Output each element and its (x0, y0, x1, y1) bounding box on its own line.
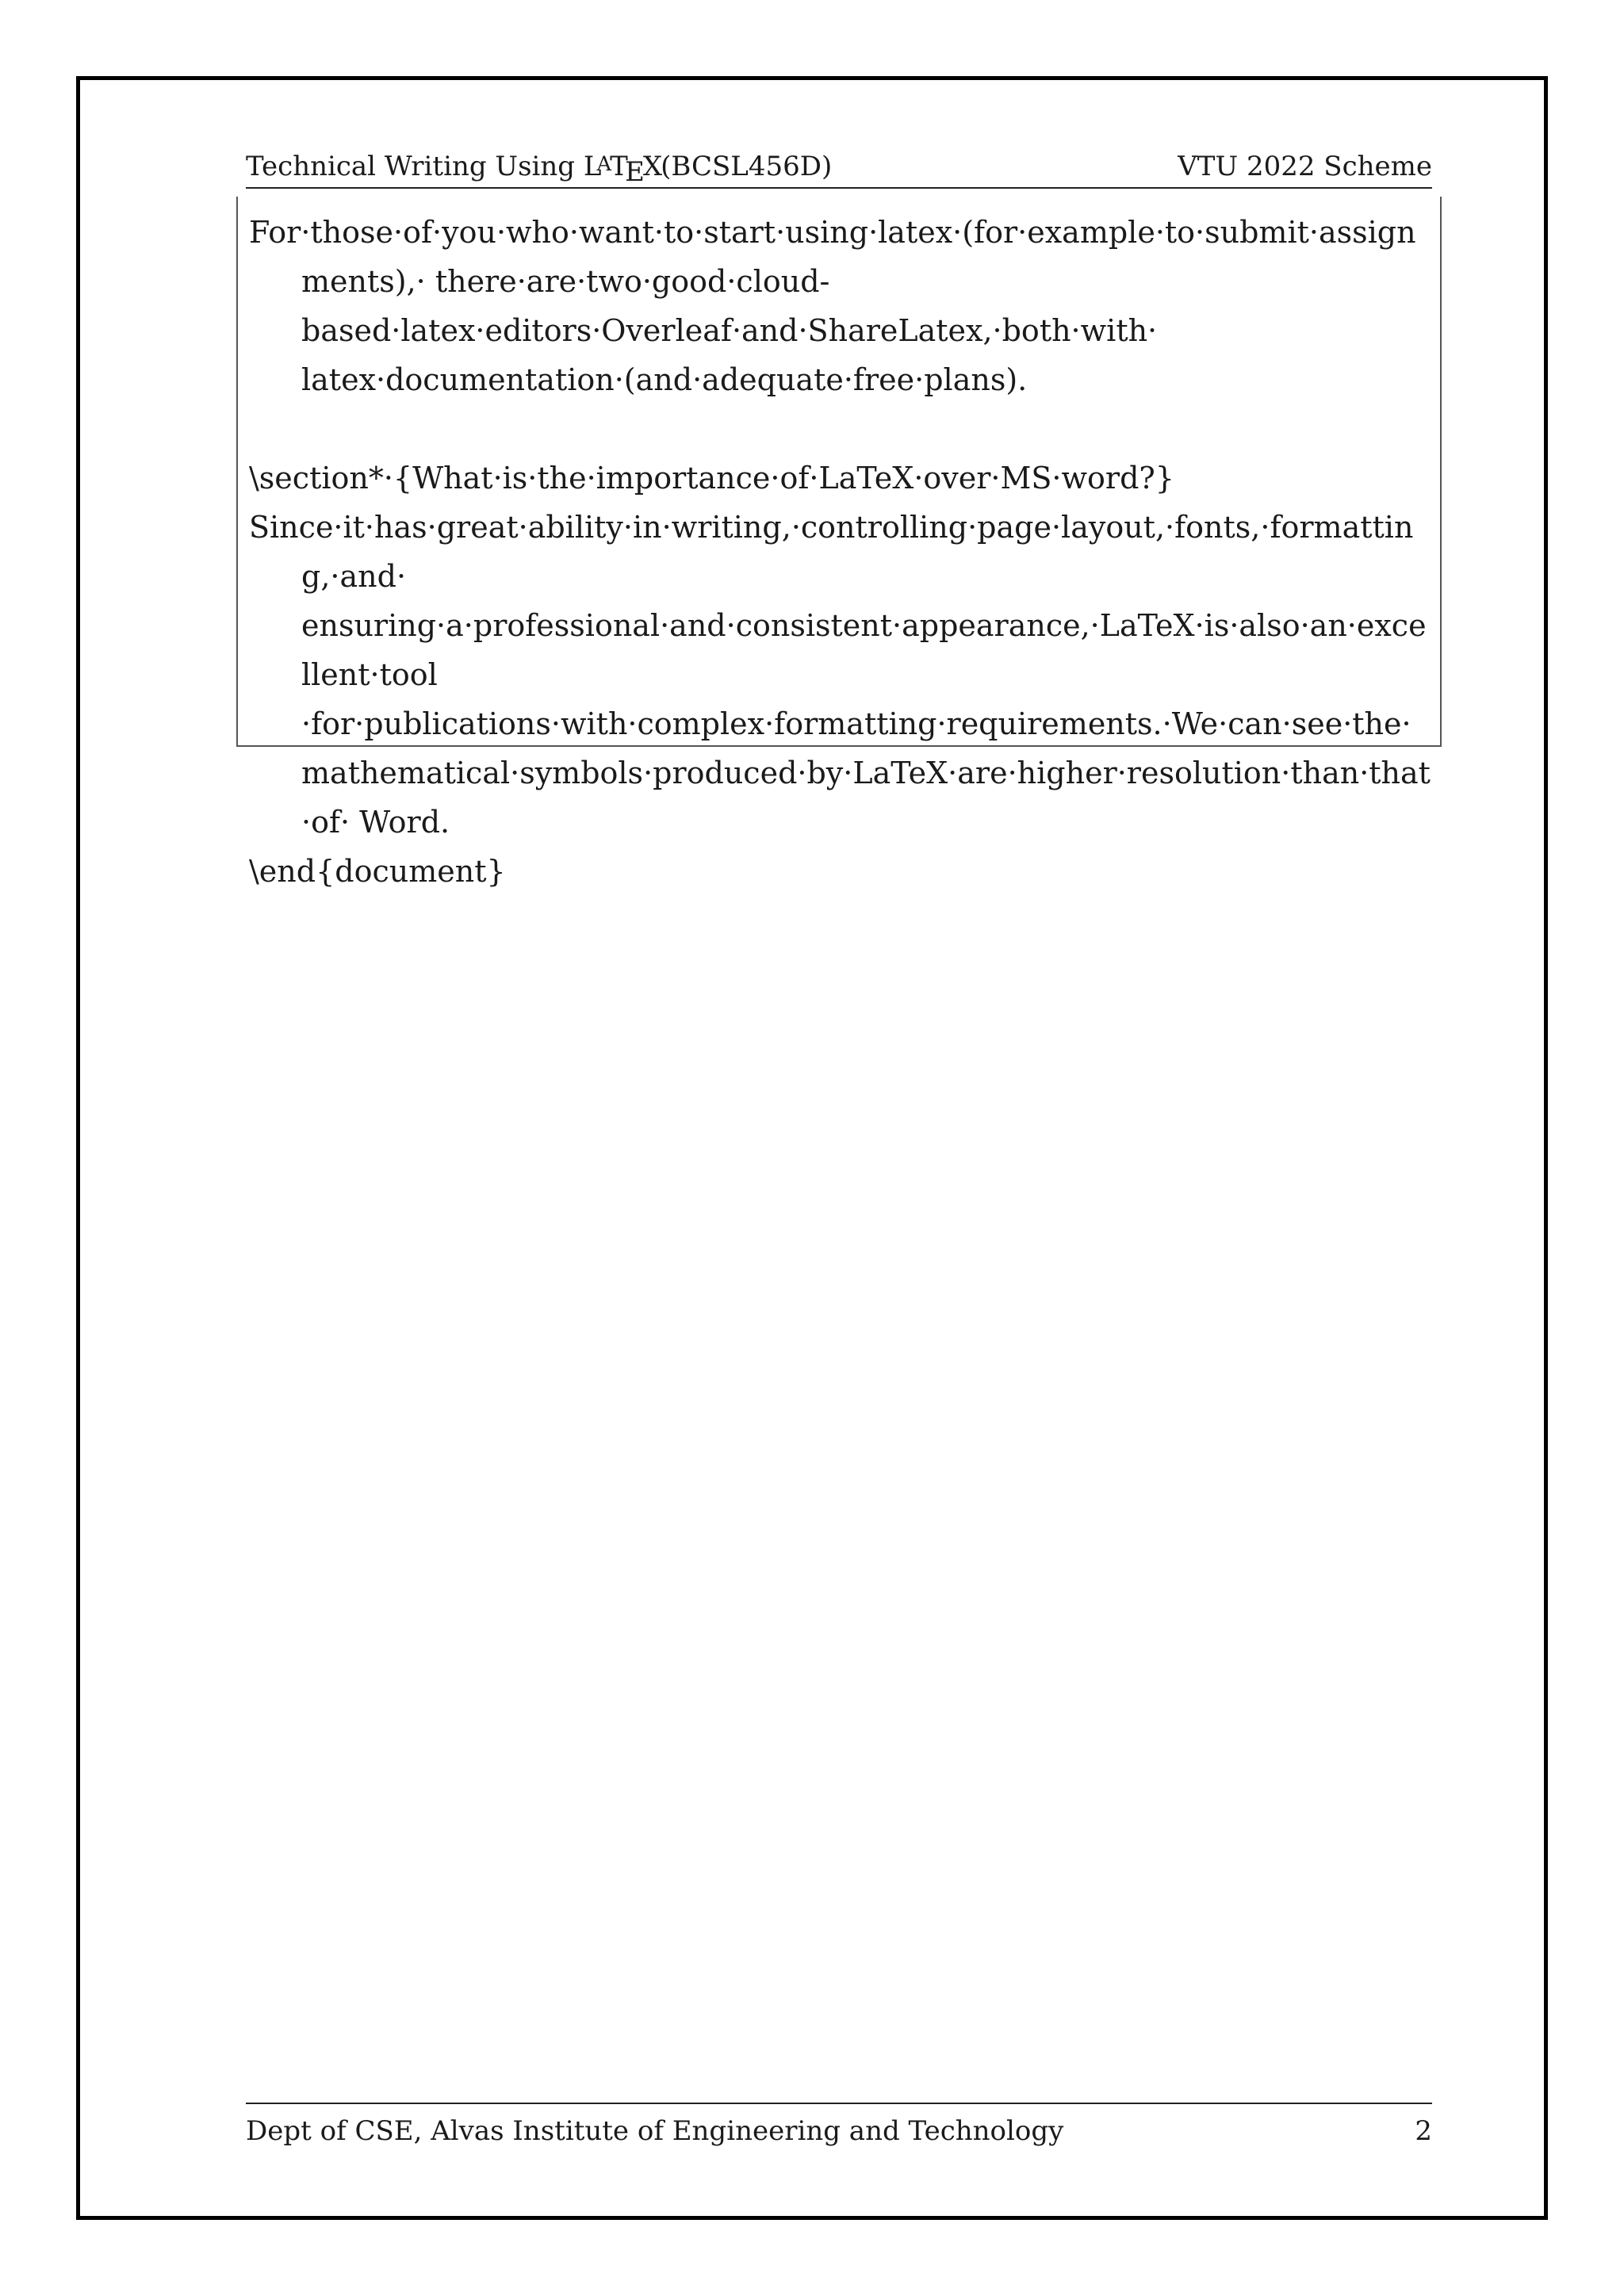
header-title-prefix: Technical Writing Using (246, 151, 584, 182)
footer-department: Dept of CSE, Alvas Institute of Engineering and Technology (246, 2115, 1064, 2147)
code-line-paragraph-2: Since·it·has·great·ability·in·writing,·controlling·page·layout,·fonts,·formatting,·and· ensuring·a·professional·and·consistent·appearance,·LaTeX·is·also·an·excellent·tool ·for·publications·with·complex·formatting·requirements.·We·can·see·the· mathematical·symbols·produced·by·LaTeX·are·higher·resolution·than·that·of· Word. (249, 510, 1431, 840)
header-title (246, 151, 833, 189)
header-title-suffix: (BCSL456D) (661, 151, 833, 182)
running-footer (246, 2103, 1432, 2147)
code-line-paragraph-1: For·those·of·you·who·want·to·start·using·latex·(for·example·to·submit·assignments),· there·are·two·good·cloud-based·latex·editors·Overleaf·and·ShareLatex,·both·with· latex·documentation·(and·adequate·free·plans). (249, 215, 1416, 397)
header-scheme: VTU 2022 Scheme (1178, 151, 1432, 182)
code-blank-line (249, 404, 1432, 453)
footer-page-number: 2 (1415, 2115, 1432, 2147)
code-line-end-document: \end{document} (249, 854, 506, 889)
running-header (246, 147, 1432, 189)
code-line-section: \section*·{What·is·the·importance·of·LaTeX·over·MS·word?} (249, 461, 1174, 496)
latex-logo: LATEX (583, 151, 661, 189)
code-listing-box (236, 197, 1442, 889)
